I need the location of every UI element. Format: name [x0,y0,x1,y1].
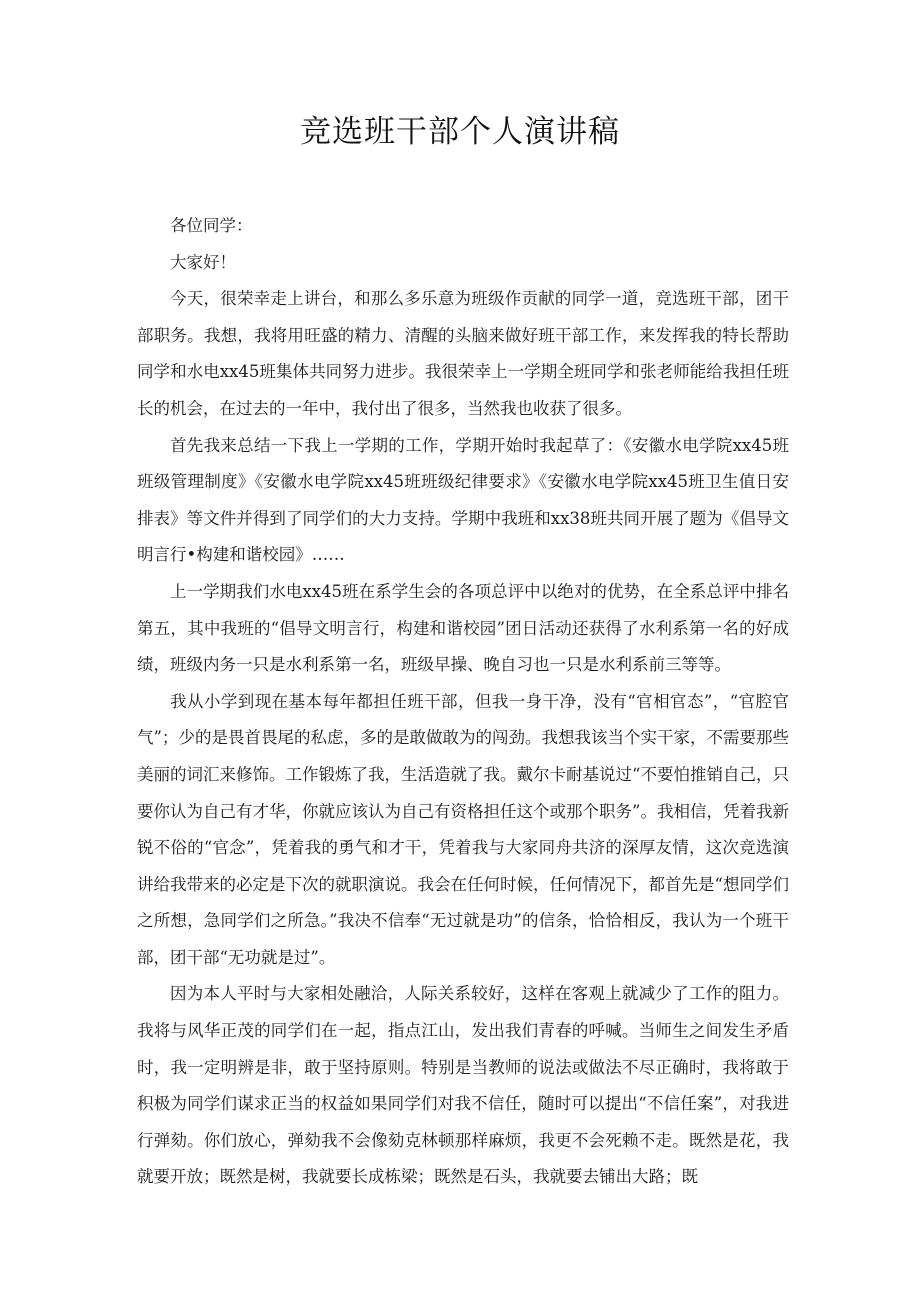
document-body [137,208,789,1196]
paragraph-work-summary: 首先我来总结一下我上一学期的工作，学期开始时我起草了：《安徽水电学院xx45班班级管理制度》《安徽水电学院xx45班班级纪律要求》《安徽水电学院xx45班卫生值日安排表》等文件并得到了同学们的大力支持。学期中我班和xx38班共同开展了题为《倡导文明言行•构建和谐校园》…… [137,435,789,565]
paragraph-commitment: 因为本人平时与大家相处融洽，人际关系较好，这样在客观上就减少了工作的阻力。我将与风华正茂的同学们在一起，指点江山，发出我们青春的呼喊。当师生之间发生矛盾时，我一定明辨是非，敢于坚持原则。特别是当教师的说法或做法不尽正确时，我将敢于积极为同学们谋求正当的权益如果同学们对我不信任，随时可以提出“不信任案”，对我进行弹劾。你们放心，弹劾我不会像劾克林顿那样麻烦，我更不会死赖不走。既然是花，我就要开放；既然是树，我就要长成栋梁；既然是石头，我就要去铺出大路；既 [137,984,789,1187]
paragraph-experience: 我从小学到现在基本每年都担任班干部，但我一身干净，没有“官相官态”，“官腔官气”；少的是畏首畏尾的私虑，多的是敢做敢为的闯劲。我想我该当个实干家，不需要那些美丽的词汇来修饰。工作锻炼了我，生活造就了我。戴尔卡耐基说过“不要怕推销自己，只要你认为自己有才华，你就应该认为自己有资格担任这个或那个职务”。我相信，凭着我新锐不俗的“官念”，凭着我的勇气和才干，凭着我与大家同舟共济的深厚友情，这次竞选演讲给我带来的必定是下次的就职演说。我会在任何时候，任何情况下，都首先是“想同学们之所想，急同学们之所急。”我决不信奉“无过就是功”的信条，恰恰相反，我认为一个班干部，团干部“无功就是过”。 [137,691,789,967]
greeting: 大家好！ [170,252,236,272]
paragraph-achievements: 上一学期我们水电xx45班在系学生会的各项总评中以绝对的优势，在全系总评中排名第五，其中我班的“倡导文明言行，构建和谐校园”团日活动还获得了水利系第一名的好成绩，班级内务一只是水利系第一名，班级早操、晚自习也一只是水利系前三等等。 [137,581,789,675]
document-title: 竞选班干部个人演讲稿 [300,114,620,150]
paragraph-intro: 今天，很荣幸走上讲台，和那么多乐意为班级作贡献的同学一道，竞选班干部，团干部职务。我想，我将用旺盛的精力、清醒的头脑来做好班干部工作，来发挥我的特长帮助同学和水电xx45班集体共同努力进步。我很荣幸上一学期全班同学和张老师能给我担任班长的机会，在过去的一年中，我付出了很多，当然我也收获了很多。 [137,289,789,418]
salutation: 各位同学： [170,216,253,235]
